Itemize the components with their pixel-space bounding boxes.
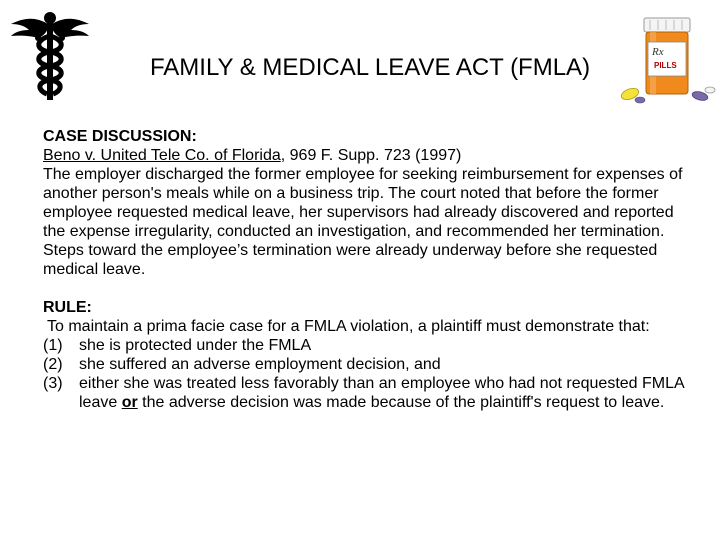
case-reporter: , 969 F. Supp. 723 (1997) — [280, 147, 462, 164]
rule-item-number: (2) — [43, 356, 63, 373]
slide-title: FAMILY & MEDICAL LEAVE ACT (FMLA) — [149, 54, 591, 81]
rule-item — [43, 355, 693, 374]
rule-item-number: (1) — [43, 337, 63, 354]
rule-item-emphasis: or — [121, 394, 138, 411]
caduceus-icon — [5, 6, 95, 102]
rule-item-text-start: either she was treated less favorably than an employee who had not requested FMLA leave — [79, 375, 684, 411]
rule-intro: To maintain a prima facie case for a FMLA violation, a plaintiff must demonstrate that: — [47, 318, 650, 335]
case-discussion-heading: CASE DISCUSSION: — [43, 128, 197, 145]
rule-list — [43, 336, 693, 412]
case-citation — [43, 146, 693, 165]
rule-heading: RULE: — [43, 299, 92, 316]
rule-item — [43, 336, 693, 355]
case-name: Beno v. United Tele Co. of Florida — [43, 147, 281, 164]
rule-item-number: (3) — [43, 375, 63, 392]
rule-item-text: she is protected under the FMLA — [79, 337, 312, 354]
case-summary: The employer discharged the former employee for seeking reimbursement for expenses of another person's meals while on a business trip. The court noted that before the former employee requested medical leave, her supervisors had already discovered and reported the expense irregularity, conducted an investigation, and recommended her termination. Steps toward the employee’s termination were already underway before she requested medical leave. — [43, 166, 683, 278]
pills-label: PILLS — [654, 61, 677, 70]
rule-item-text — [79, 374, 693, 412]
rule-item-text-end: the adverse decision was made because of the plaintiff's request to leave. — [137, 394, 665, 411]
rule-item — [43, 374, 693, 412]
rx-symbol: Rx — [652, 46, 664, 58]
slide-body — [43, 127, 693, 412]
rule-item-text: she suffered an adverse employment decision, and — [79, 356, 441, 373]
